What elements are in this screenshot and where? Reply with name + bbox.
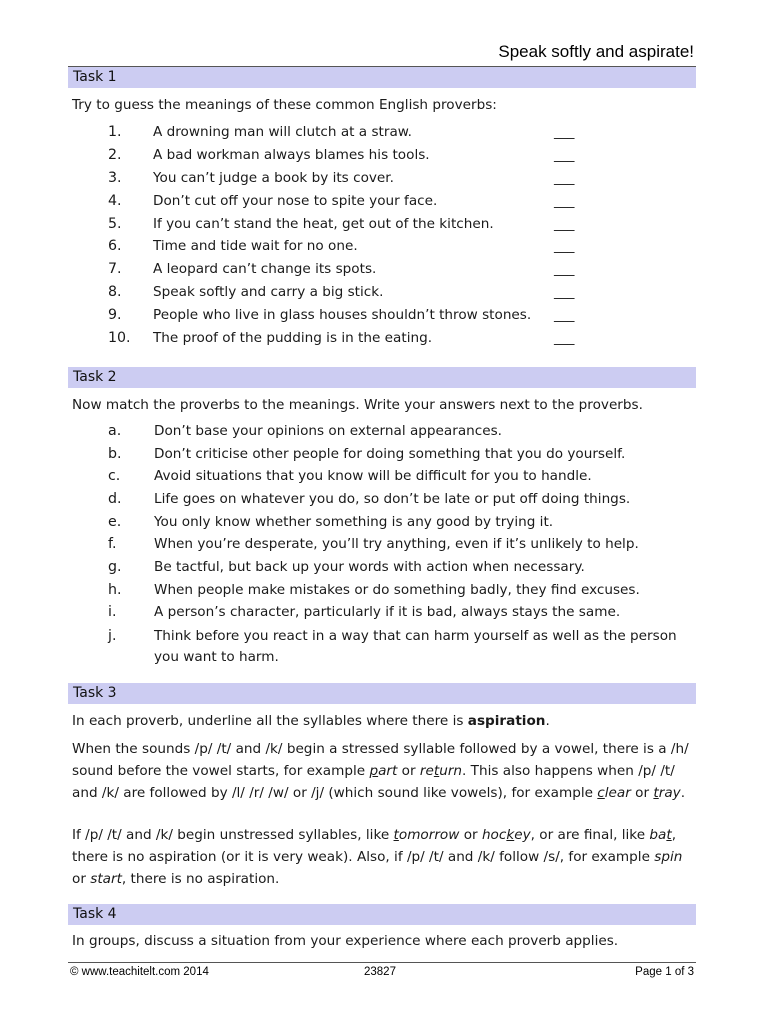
meaning-letter: i.	[108, 604, 117, 620]
meaning-text: A person’s character, particularly if it is bad, always stays the same.	[154, 604, 621, 620]
proverb-text: The proof of the pudding is in the eating.	[153, 330, 433, 346]
task-1-heading: Task 1	[68, 67, 696, 88]
answer-blank: ___	[554, 307, 575, 323]
proverb-text: You can’t judge a book by its cover.	[153, 170, 394, 186]
meaning-letter: h.	[108, 582, 122, 598]
meaning-letter: d.	[108, 491, 122, 507]
page-footer	[68, 962, 696, 983]
meaning-letter: f.	[108, 536, 117, 552]
task-4-heading: Task 4	[68, 904, 696, 925]
proverb-item	[0, 235, 768, 257]
task-3-heading: Task 3	[68, 683, 696, 704]
task-3-explanation-2: If /p/ /t/ and /k/ begin unstressed syllables, like tomorrow or hockey, or are final, like bat, there is no aspiration (or it is very weak). Also, if /p/ /t/ and /k/ follow /s/, for example spin or start, there is no aspiration.	[72, 827, 683, 887]
copyright-text: © www.teachitelt.com 2014	[70, 966, 209, 978]
proverb-number: 6.	[108, 238, 122, 254]
answer-blank: ___	[554, 238, 575, 254]
answer-blank: ___	[554, 284, 575, 300]
proverb-text: Don’t cut off your nose to spite your face.	[153, 193, 438, 209]
meaning-text: Don’t criticise other people for doing something that you do yourself.	[154, 446, 626, 462]
meaning-text: Be tactful, but back up your words with action when necessary.	[154, 559, 585, 575]
proverb-number: 7.	[108, 261, 122, 277]
meaning-text: Life goes on whatever you do, so don’t be late or put off doing things.	[154, 491, 631, 507]
proverb-item	[0, 167, 768, 189]
answer-blank: ___	[554, 170, 575, 186]
meaning-letter: a.	[108, 423, 122, 439]
aspiration-term: aspiration	[467, 713, 546, 729]
proverb-number: 9.	[108, 307, 122, 323]
task-2-heading: Task 2	[68, 367, 696, 388]
answer-blank: ___	[554, 147, 575, 163]
proverb-item	[0, 304, 768, 326]
task-4-text: In groups, discuss a situation from your experience where each proverb applies.	[72, 933, 619, 949]
page-number: Page 1 of 3	[635, 966, 694, 978]
meaning-letter: g.	[108, 559, 122, 575]
task-1-intro: Try to guess the meanings of these common English proverbs:	[72, 97, 497, 113]
proverb-number: 8.	[108, 284, 122, 300]
meaning-text: You only know whether something is any good by trying it.	[154, 514, 554, 530]
proverb-text: Time and tide wait for no one.	[153, 238, 358, 254]
answer-blank: ___	[554, 124, 575, 140]
proverb-item	[0, 144, 768, 166]
proverb-item	[0, 258, 768, 280]
answer-blank: ___	[554, 261, 575, 277]
meaning-letter: b.	[108, 446, 122, 462]
proverb-text: A leopard can’t change its spots.	[153, 261, 377, 277]
answer-blank: ___	[554, 193, 575, 209]
proverb-item	[0, 213, 768, 235]
proverb-number: 4.	[108, 193, 122, 209]
meaning-text: When you’re desperate, you’ll try anything, even if it’s unlikely to help.	[154, 536, 639, 552]
proverb-number: 1.	[108, 124, 122, 140]
answer-blank: ___	[554, 216, 575, 232]
meaning-letter: c.	[108, 468, 121, 484]
proverb-text: Speak softly and carry a big stick.	[153, 284, 384, 300]
meaning-letter: e.	[108, 514, 122, 530]
meaning-text: Don’t base your opinions on external appearances.	[154, 423, 503, 439]
proverb-number: 2.	[108, 147, 122, 163]
meaning-text: Avoid situations that you know will be difficult for you to handle.	[154, 468, 592, 484]
meaning-text: When people make mistakes or do something badly, they find excuses.	[154, 582, 640, 598]
proverb-item	[0, 121, 768, 143]
proverb-text: A bad workman always blames his tools.	[153, 147, 430, 163]
page-title: Speak softly and aspirate!	[498, 42, 694, 61]
proverb-item	[0, 190, 768, 212]
meaning-text: Think before you react in a way that can harm yourself as well as the person you want to harm.	[154, 628, 677, 665]
page-header	[68, 40, 696, 67]
proverb-number: 10.	[108, 330, 131, 346]
proverb-item	[0, 327, 768, 349]
task-3-explanation-1: When the sounds /p/ /t/ and /k/ begin a stressed syllable followed by a vowel, there is a /h/ sound before the vowel starts, for example part or return. This also happens when /p/ /t/ and /k/ are followed by /l/ /r/ /w/ or /j/ (which sound like vowels), for example clear or tray.	[72, 741, 689, 801]
proverb-number: 5.	[108, 216, 122, 232]
task-2-intro: Now match the proverbs to the meanings. Write your answers next to the proverbs.	[72, 397, 643, 413]
answer-blank: ___	[554, 330, 575, 346]
proverb-text: A drowning man will clutch at a straw.	[153, 124, 412, 140]
document-id: 23827	[364, 966, 396, 978]
proverb-text: If you can’t stand the heat, get out of the kitchen.	[153, 216, 494, 232]
proverb-item	[0, 281, 768, 303]
task-3-instruction: In each proverb, underline all the syllables where there is aspiration.	[72, 713, 550, 729]
proverb-text: People who live in glass houses shouldn’t throw stones.	[153, 307, 532, 323]
proverb-number: 3.	[108, 170, 122, 186]
meaning-letter: j.	[108, 628, 117, 644]
